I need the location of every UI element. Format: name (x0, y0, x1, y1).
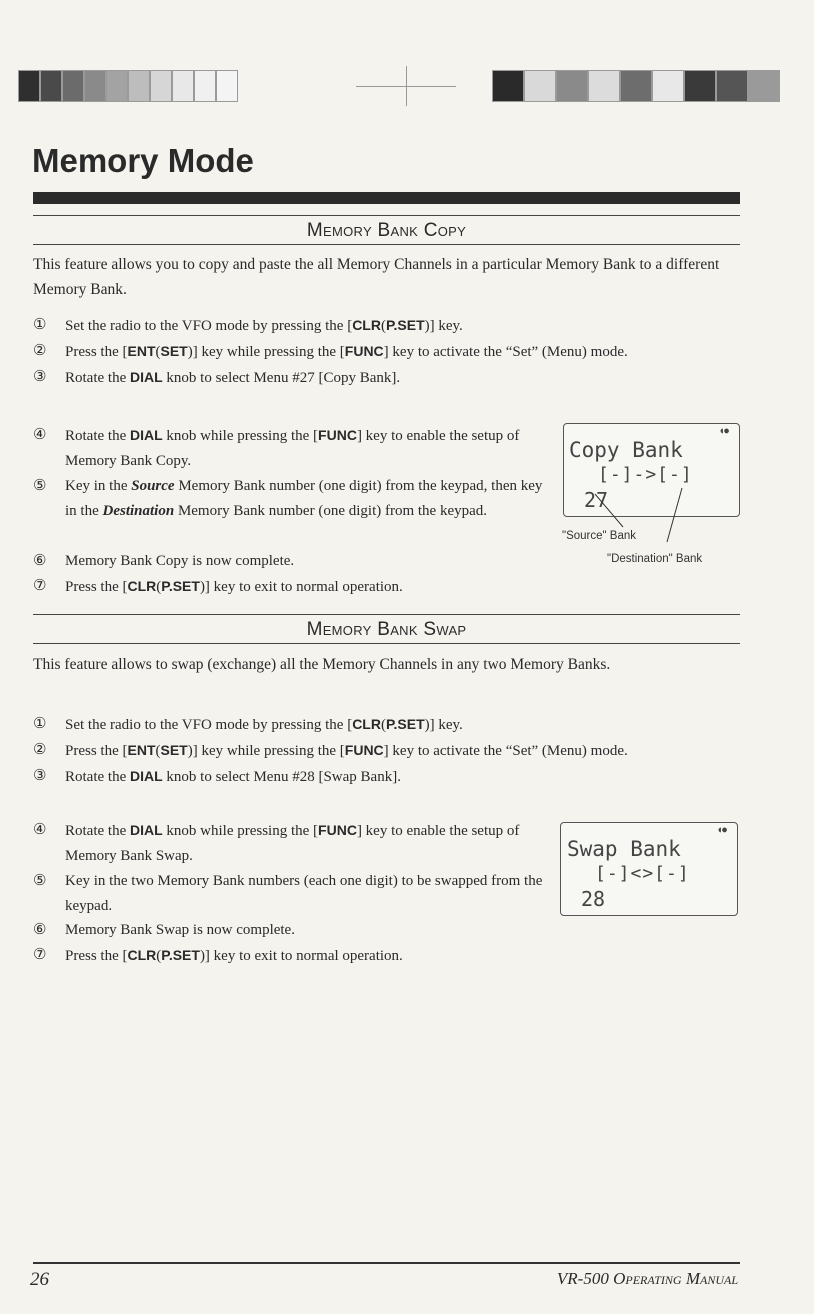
swap-step-1: ① Set the radio to the VFO mode by pressing the [CLR(P.SET)] key. (33, 716, 463, 733)
swap-steps-list (33, 712, 741, 790)
swap-step-5: ⑤ Key in the two Memory Bank numbers (each one digit) to be swapped from the keypad. (33, 873, 543, 914)
swap-steps-list-end (33, 918, 741, 969)
copy-step-5: ⑤ Key in the Source Memory Bank number (one digit) from the keypad, then key in the Destination Memory Bank number (one digit) from the keypad. (33, 478, 543, 519)
lcd-display-swap-bank (560, 822, 738, 916)
page-number: 26 (30, 1269, 49, 1290)
destination-bank-callout: "Destination" Bank (607, 553, 703, 565)
page-title: Memory Mode (32, 142, 254, 179)
copy-step-6: ⑥ Memory Bank Copy is now complete. (33, 553, 295, 569)
section-heading-copy: Memory Bank Copy (33, 215, 740, 245)
copy-step-4: ④ Rotate the DIAL knob while pressing the [FUNC] key to enable the setup of Memory Bank Copy. (33, 427, 520, 469)
copy-step-1: ① Set the radio to the VFO mode by pressing the [CLR(P.SET)] key. (33, 317, 463, 334)
lcd-line-1: Copy Bank (569, 438, 683, 462)
footer-rule (33, 1262, 740, 1264)
section-intro-copy: This feature allows you to copy and paste the all Memory Channels in a particular Memory Bank to a different Memory Bank. (33, 256, 720, 298)
swap-step-4: ④ Rotate the DIAL knob while pressing the [FUNC] key to enable the setup of Memory Bank Swap. (33, 822, 520, 864)
lcd-line-2: [-]->[-] (598, 464, 693, 485)
manual-title: VR-500 Operating Manual (556, 1269, 738, 1288)
callout-pointer-lines (0, 0, 814, 600)
lcd-battery-icon: ◖● (717, 825, 727, 834)
swap-step-7: ⑦ Press the [CLR(P.SET)] key to exit to normal operation. (33, 947, 403, 964)
lcd-line-3: 27 (584, 488, 609, 512)
swap-step-3: ③ Rotate the DIAL knob to select Menu #28 [Swap Bank]. (33, 768, 401, 785)
lcd-line-3: 28 (581, 887, 606, 911)
copy-step-2: ② Press the [ENT(SET)] key while pressing the [FUNC] key to activate the “Set” (Menu) mode. (33, 343, 628, 360)
copy-step-3: ③ Rotate the DIAL knob to select Menu #27 [Copy Bank]. (33, 369, 401, 386)
source-bank-callout: "Source" Bank (562, 530, 637, 542)
section-heading-swap: Memory Bank Swap (33, 614, 740, 644)
swap-step-2: ② Press the [ENT(SET)] key while pressing the [FUNC] key to activate the “Set” (Menu) mode. (33, 742, 628, 759)
lcd-line-2: [-]<>[-] (595, 863, 690, 884)
section-intro-swap: This feature allows to swap (exchange) all the Memory Channels in any two Memory Banks. (33, 656, 611, 673)
copy-step-7: ⑦ Press the [CLR(P.SET)] key to exit to normal operation. (33, 578, 403, 595)
swap-step-6: ⑥ Memory Bank Swap is now complete. (33, 922, 295, 938)
lcd-line-1: Swap Bank (567, 837, 681, 861)
lcd-battery-icon: ◖● (719, 426, 729, 435)
swap-steps-list-narrow (33, 818, 548, 919)
